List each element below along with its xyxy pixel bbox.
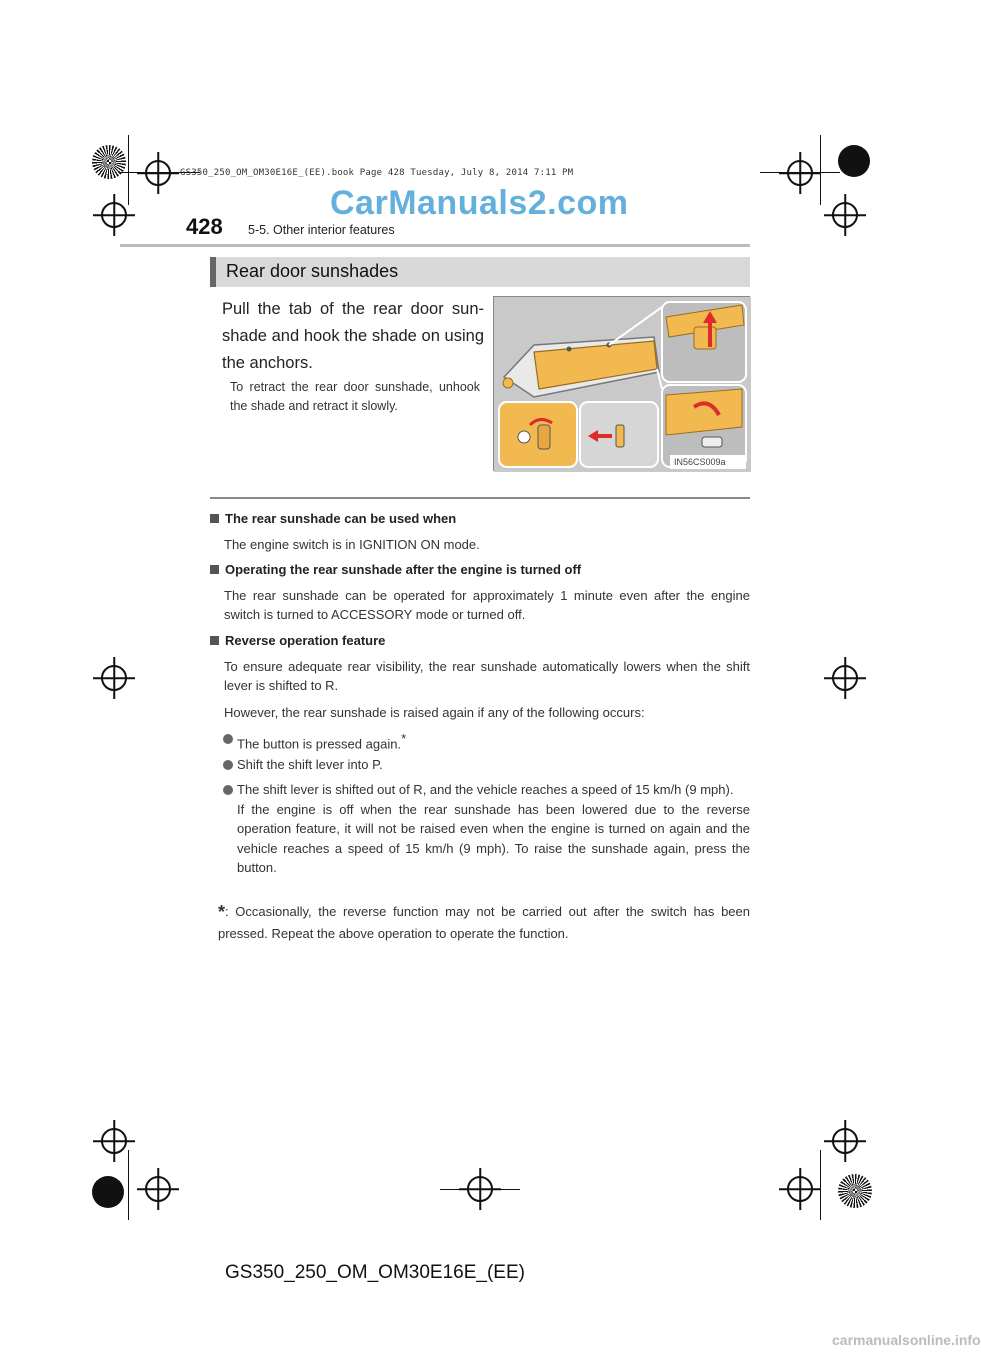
note-heading: Operating the rear sunshade after the engine is turned off — [225, 562, 582, 577]
watermark-link[interactable]: CarManuals2.com — [330, 184, 629, 222]
bullet-text: The button is pressed again. — [237, 736, 402, 752]
footnote-mark: * — [218, 902, 226, 922]
bullet-dot-icon — [223, 785, 233, 795]
book-info: GS350_250_OM_OM30E16E_(EE).book Page 428 Tuesday, July 8, 2014 7:11 PM — [180, 168, 574, 178]
registration-dot-icon — [92, 1176, 124, 1208]
note-body: To ensure adequate rear visibility, the rear sunshade automatically lowers when the shift lever is shifted to R. — [224, 658, 750, 693]
note-heading: Reverse operation feature — [225, 633, 386, 648]
square-bullet-icon — [210, 514, 219, 523]
bullet-item — [223, 729, 750, 754]
note-body: The engine switch is in IGNITION ON mode. — [224, 536, 480, 552]
bullet-item — [223, 780, 750, 878]
bullet-dot-icon — [223, 760, 233, 770]
banner-title: Rear door sunshades — [226, 261, 399, 281]
footnote-text: : Occasionally, the reverse function may not be carried out after the switch has been pressed. Repeat the above operation to operate the function. — [218, 904, 750, 941]
note-body: The rear sunshade can be operated for approximately 1 minute even after the engine switch is turned to ACCESSORY mode or turned off. — [224, 587, 750, 622]
section-separator — [210, 497, 750, 499]
registration-burst-icon — [92, 145, 126, 179]
figure-code: IN56CS009a — [674, 457, 726, 467]
registration-cross-icon — [101, 202, 127, 228]
registration-cross-icon — [787, 1176, 813, 1202]
registration-cross-icon — [145, 160, 171, 186]
registration-cross-icon — [787, 160, 813, 186]
registration-burst-icon — [838, 1174, 872, 1208]
note-body: However, the rear sunshade is raised again if any of the following occurs: — [224, 704, 645, 720]
note-heading: The rear sunshade can be used when — [225, 511, 457, 526]
square-bullet-icon — [210, 565, 219, 574]
bullet-text-continued: If the engine is off when the rear sunshade has been lowered due to the reverse operation feature, it will not be raised even when the engine is turned on again and the vehicle reaches a speed of 15 km/h (9 mph). To raise the sunshade again, press the button. — [237, 801, 750, 875]
footnote-mark: * — [401, 731, 407, 746]
registration-cross-icon — [101, 665, 127, 691]
note-engine-off — [210, 560, 750, 625]
header-rule — [120, 244, 750, 247]
section-title: 5-5. Other interior features — [248, 223, 395, 237]
registration-cross-icon — [832, 202, 858, 228]
crop-line — [128, 1150, 129, 1220]
registration-cross-icon — [832, 1128, 858, 1154]
section-banner — [210, 257, 750, 287]
intro-text: Pull the tab of the rear door sun-shade and hook the shade on using the anchors. — [222, 300, 484, 372]
bullet-text: Shift the shift lever into P. — [237, 757, 383, 772]
intro-subtext: To retract the rear door sunshade, unhook the shade and retract it slowly. — [230, 380, 480, 413]
footer-site-link[interactable]: carmanualsonline.info — [832, 1332, 981, 1348]
bullet-dot-icon — [223, 734, 233, 744]
footnote — [218, 901, 750, 945]
registration-cross-icon — [832, 665, 858, 691]
crop-line — [820, 135, 821, 205]
registration-dot-icon — [838, 145, 870, 177]
sunshade-diagram — [494, 297, 751, 472]
crop-line — [820, 1150, 821, 1220]
crop-line — [760, 172, 840, 173]
note-reverse-operation — [210, 631, 750, 722]
bullet-text: The shift lever is shifted out of R, and the vehicle reaches a speed of 15 km/h (9 mph). — [237, 782, 734, 797]
square-bullet-icon — [210, 636, 219, 645]
note-can-be-used — [210, 509, 750, 554]
sunshade-illustration — [493, 296, 750, 471]
page-number: 428 — [186, 214, 223, 239]
bullet-item — [223, 755, 750, 775]
footer-code: GS350_250_OM_OM30E16E_(EE) — [225, 1262, 525, 1283]
registration-cross-icon — [101, 1128, 127, 1154]
crop-line — [128, 135, 129, 205]
crop-line — [440, 1189, 520, 1190]
registration-cross-icon — [145, 1176, 171, 1202]
